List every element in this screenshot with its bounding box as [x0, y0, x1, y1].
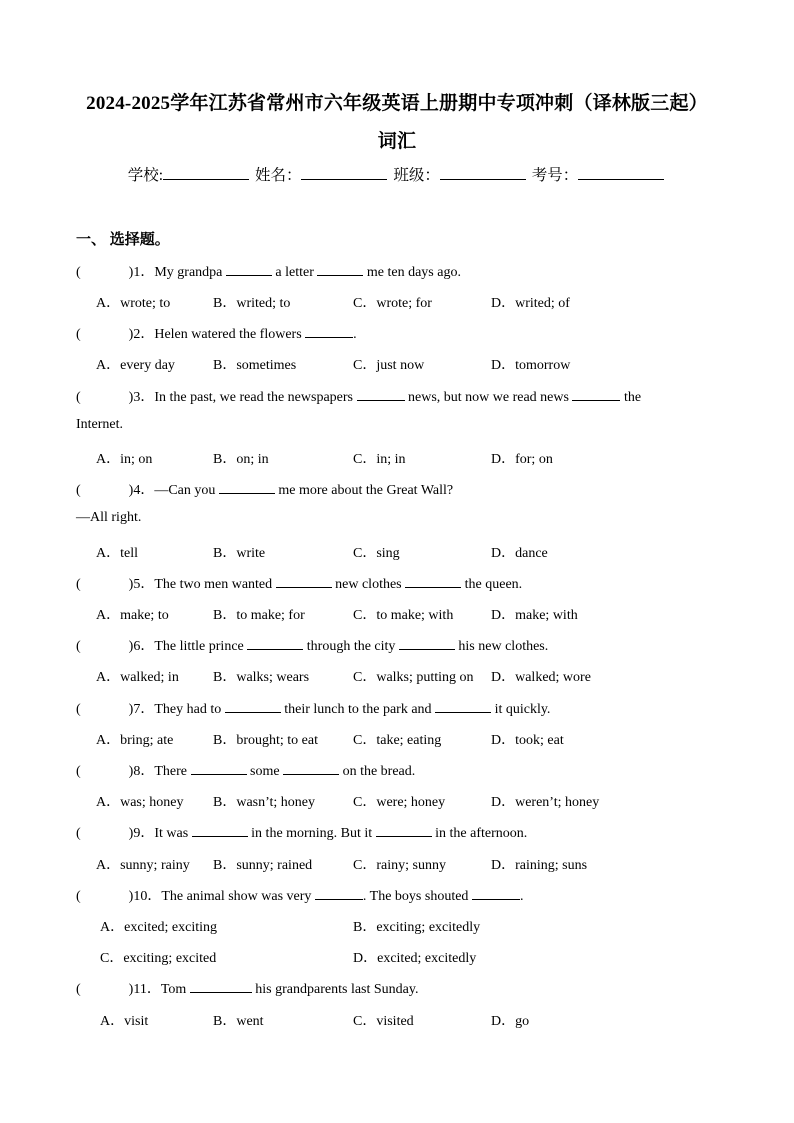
- option-a[interactable]: A．wrote; to: [96, 296, 171, 311]
- question-1: ( )1．My grandpa a letter me ten days ago.: [76, 265, 461, 280]
- option-d[interactable]: D．weren’t; honey: [491, 795, 600, 810]
- option-c[interactable]: C．rainy; sunny: [353, 858, 446, 873]
- option-b[interactable]: B．on; in: [213, 452, 269, 467]
- question-6: ( )6．The little prince through the city his new clothes.: [76, 639, 549, 654]
- exam-no-field[interactable]: [578, 165, 664, 180]
- answer-blank[interactable]: [276, 575, 332, 588]
- answer-blank[interactable]: [247, 637, 303, 650]
- option-c[interactable]: C．walks; putting on: [353, 670, 474, 685]
- option-c[interactable]: C．were; honey: [353, 795, 446, 810]
- option-d[interactable]: D．make; with: [491, 608, 578, 623]
- answer-blank[interactable]: [357, 388, 405, 401]
- answer-blank[interactable]: [472, 887, 520, 900]
- option-d[interactable]: D．walked; wore: [491, 670, 591, 685]
- option-a[interactable]: A．tell: [96, 546, 138, 561]
- option-a[interactable]: A．was; honey: [96, 795, 184, 810]
- section-title: 一、 选择题。: [76, 232, 170, 248]
- exam-no-label: 考号：: [531, 167, 579, 184]
- option-d[interactable]: D．dance: [491, 546, 548, 561]
- option-d[interactable]: D．go: [491, 1014, 530, 1029]
- answer-blank[interactable]: [225, 700, 281, 713]
- option-d[interactable]: D．tomorrow: [491, 358, 571, 373]
- school-field[interactable]: [163, 165, 249, 180]
- answer-blank[interactable]: [191, 762, 247, 775]
- question-9: ( )9．It was in the morning. But it in the afternoon.: [76, 826, 528, 841]
- option-d[interactable]: D．took; eat: [491, 733, 564, 748]
- question-4: ( )4．—Can you me more about the Great Wall?: [76, 483, 454, 498]
- option-c[interactable]: C．exciting; excited: [100, 951, 217, 966]
- option-c[interactable]: C．wrote; for: [353, 296, 432, 311]
- option-c[interactable]: C．visited: [353, 1014, 414, 1029]
- answer-blank[interactable]: [190, 980, 252, 993]
- answer-blank[interactable]: [317, 263, 363, 276]
- option-d[interactable]: D．raining; suns: [491, 858, 588, 873]
- answer-blank[interactable]: [305, 325, 353, 338]
- answer-blank[interactable]: [219, 481, 275, 494]
- option-d[interactable]: D．for; on: [491, 452, 553, 467]
- option-a[interactable]: A．visit: [100, 1014, 149, 1029]
- answer-blank[interactable]: [399, 637, 455, 650]
- option-a[interactable]: A．make; to: [96, 608, 169, 623]
- school-label: 学校:: [127, 167, 164, 184]
- class-field[interactable]: [440, 165, 526, 180]
- class-label: 班级：: [393, 167, 440, 184]
- question-8: ( )8．There some on the bread.: [76, 764, 416, 779]
- answer-blank[interactable]: [435, 700, 491, 713]
- question-10: ( )10．The animal show was very . The boys shouted .: [76, 889, 524, 904]
- answer-blank[interactable]: [572, 388, 620, 401]
- option-a[interactable]: A．sunny; rainy: [96, 858, 190, 873]
- option-b[interactable]: B．write: [213, 546, 266, 561]
- answer-blank[interactable]: [226, 263, 272, 276]
- option-b[interactable]: B．writed; to: [213, 296, 291, 311]
- option-b[interactable]: B．to make; for: [213, 608, 305, 623]
- document-title: 2024-2025学年江苏省常州市六年级英语上册期中专项冲刺（译林版三起）: [86, 93, 708, 114]
- answer-blank[interactable]: [283, 762, 339, 775]
- question-4-continued: —All right.: [76, 510, 142, 525]
- answer-blank[interactable]: [376, 824, 432, 837]
- option-b[interactable]: B．exciting; excitedly: [353, 920, 481, 935]
- option-a[interactable]: A．excited; exciting: [100, 920, 218, 935]
- name-label: 姓名：: [254, 167, 302, 184]
- document-subtitle: 词汇: [377, 131, 417, 152]
- question-11: ( )11．Tom his grandparents last Sunday.: [76, 982, 419, 997]
- option-b[interactable]: B．wasn’t; honey: [213, 795, 316, 810]
- question-3: ( )3．In the past, we read the newspapers news, but now we read news the: [76, 390, 642, 405]
- name-field[interactable]: [301, 165, 387, 180]
- question-2: ( )2．Helen watered the flowers .: [76, 327, 357, 342]
- option-d[interactable]: D．writed; of: [491, 296, 570, 311]
- option-c[interactable]: C．in; in: [353, 452, 406, 467]
- question-5: ( )5．The two men wanted new clothes the queen.: [76, 577, 523, 592]
- option-d[interactable]: D．excited; excitedly: [353, 951, 477, 966]
- option-c[interactable]: C．just now: [353, 358, 425, 373]
- option-a[interactable]: A．walked; in: [96, 670, 179, 685]
- option-c[interactable]: C．take; eating: [353, 733, 442, 748]
- option-b[interactable]: B．sometimes: [213, 358, 297, 373]
- option-b[interactable]: B．sunny; rained: [213, 858, 313, 873]
- question-7: ( )7．They had to their lunch to the park and it quickly.: [76, 702, 551, 717]
- answer-blank[interactable]: [405, 575, 461, 588]
- option-a[interactable]: A．every day: [96, 358, 175, 373]
- option-c[interactable]: C．to make; with: [353, 608, 454, 623]
- option-b[interactable]: B．brought; to eat: [213, 733, 318, 748]
- option-a[interactable]: A．in; on: [96, 452, 153, 467]
- option-b[interactable]: B．walks; wears: [213, 670, 310, 685]
- answer-blank[interactable]: [192, 824, 248, 837]
- option-c[interactable]: C．sing: [353, 546, 400, 561]
- option-b[interactable]: B．went: [213, 1014, 264, 1029]
- option-a[interactable]: A．bring; ate: [96, 733, 174, 748]
- answer-blank[interactable]: [315, 887, 363, 900]
- student-info-row: [0, 163, 794, 185]
- question-3-continued: Internet.: [76, 417, 124, 432]
